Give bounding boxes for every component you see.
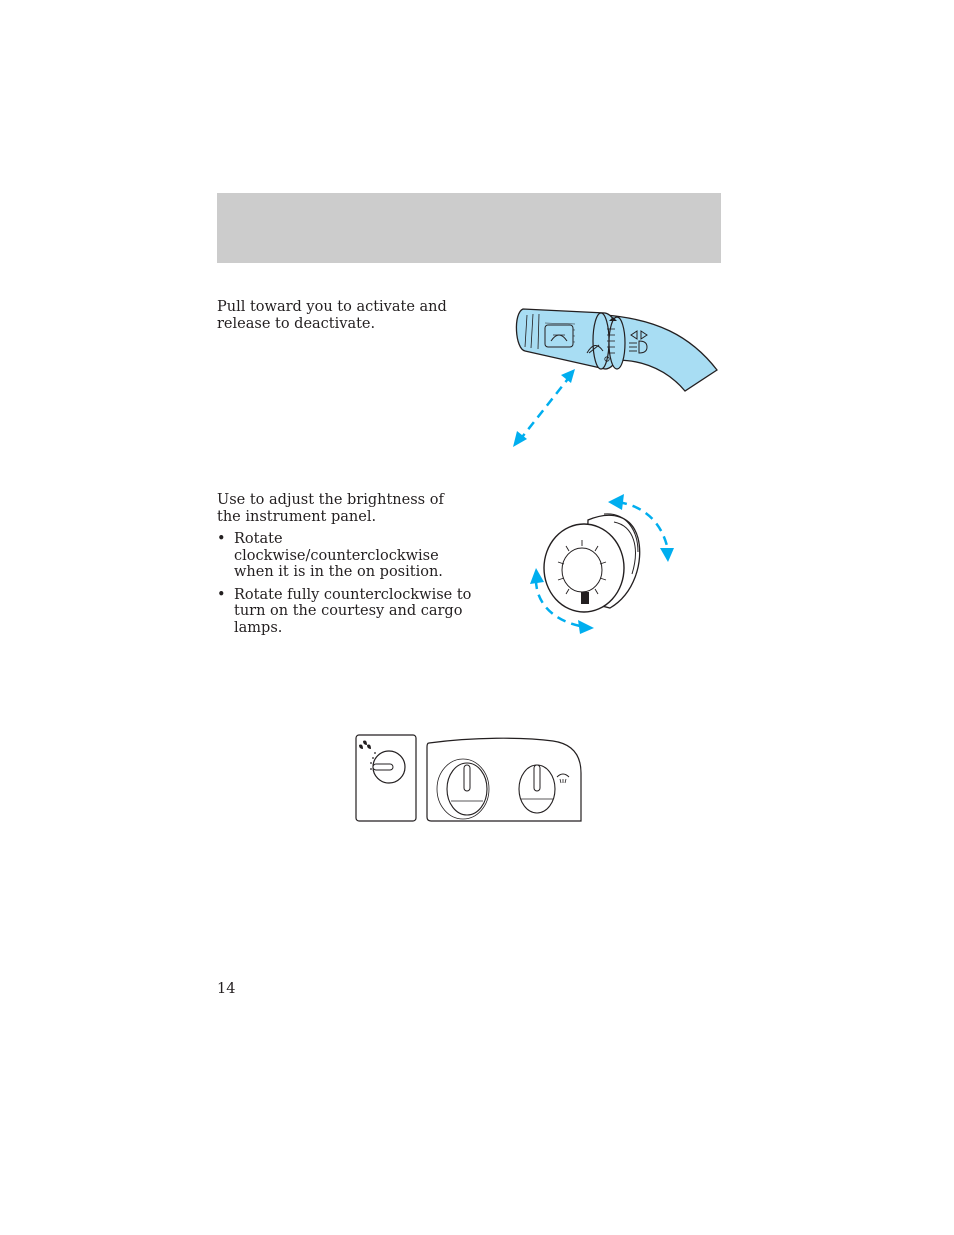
list-item [217,587,477,637]
multifunction-lever-icon [505,295,725,455]
bullet-marker: • [217,586,226,603]
dimmer-bullet-list [217,531,477,642]
climate-control-panel-icon [353,733,585,825]
bullet-marker: • [217,531,226,547]
dimmer-instruction-text: Use to adjust the brightness of the instrument panel. [217,492,444,525]
section-header-band [217,193,721,263]
lever-instruction-text: Pull toward you to activate and release to deactivate. [217,299,447,332]
dimmer-knob-icon [522,490,682,640]
list-item [217,531,477,581]
list-item-text: Rotate fully counterclockwise to turn on the courtesy and cargo lamps. [234,586,472,636]
list-item-text: Rotate clockwise/counterclockwise when it is in the on position. [234,531,443,580]
page-number: 14 [217,981,236,997]
